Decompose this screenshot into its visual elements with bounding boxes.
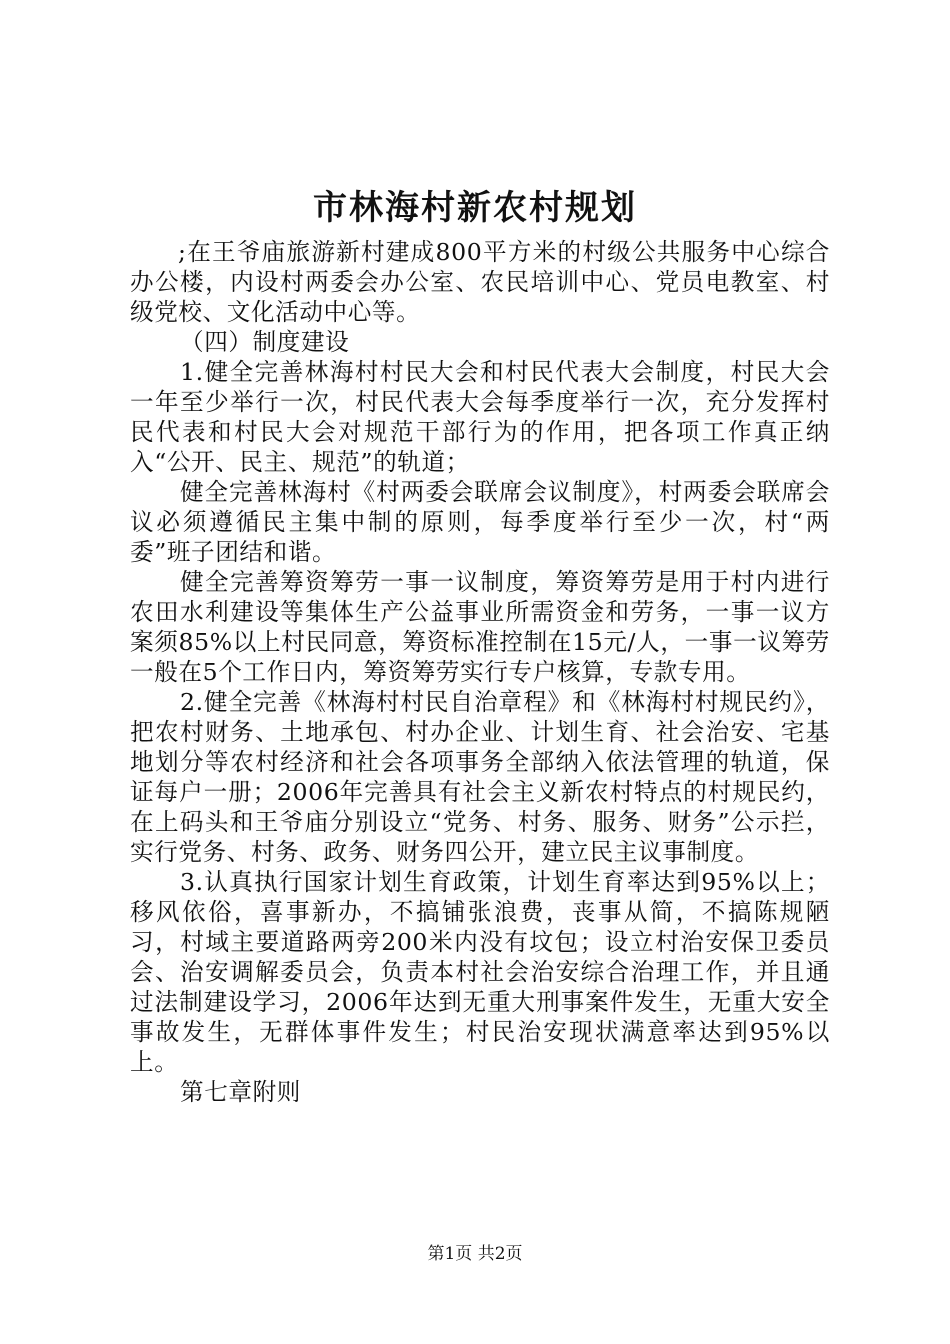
- paragraph-family-planning: 3.认真执行国家计划生育政策，计划生育率达到95%以上；移风依俗，喜事新办，不搞铺张浪费，丧事从简，不搞陈规陋习，村域主要道路两旁200米内没有坟包；设立村治安保卫委员会、治安调解委员会，负责本村社会治安综合治理工作，并且通过法制建设学习，2006年达到无重大刑事案件发生，无重大安全事故发生，无群体事件发生；村民治安现状满意率达到95%以上。: [130, 868, 830, 1076]
- paragraph-villager-assembly: 1.健全完善林海村村民大会和村民代表大会制度，村民大会一年至少举行一次，村民代表大会每季度举行一次，充分发挥村民代表和村民大会对规范干部行为的作用，把各项工作真正纳入“公开、民主、规范”的轨道；: [130, 358, 830, 476]
- section-heading-system-building: （四）制度建设: [180, 328, 350, 356]
- document-body: [130, 237, 830, 1107]
- page-number-footer: 第1页 共2页: [427, 1244, 523, 1264]
- paragraph-fundraising: 健全完善筹资筹劳一事一议制度，筹资筹劳是用于村内进行农田水利建设等集体生产公益事业所需资金和劳务，一事一议方案须85%以上村民同意，筹资标准控制在15元/人，一事一议筹劳一般在5个工作日内，筹资筹劳实行专户核算，专款专用。: [130, 568, 830, 686]
- document-title: 市林海村新农村规划: [313, 188, 637, 228]
- paragraph-self-governance: 2.健全完善《林海村村民自治章程》和《林海村村规民约》，把农村财务、土地承包、村办企业、计划生育、社会治安、宅基地划分等农村经济和社会各项事务全部纳入依法管理的轨道，保证每户一册；2006年完善具有社会主义新农村特点的村规民约，在上码头和王爷庙分别设立“党务、村务、服务、财务”公示拦，实行党务、村务、政务、财务四公开，建立民主议事制度。: [130, 688, 830, 866]
- chapter-heading-appendix: 第七章附则: [180, 1078, 301, 1106]
- paragraph-service-center: ;在王爷庙旅游新村建成800平方米的村级公共服务中心综合办公楼，内设村两委会办公室、农民培训中心、党员电教室、村级党校、文化活动中心等。: [130, 238, 830, 326]
- paragraph-joint-meeting: 健全完善林海村《村两委会联席会议制度》，村两委会联席会议必须遵循民主集中制的原则，每季度举行至少一次，村“两委”班子团结和谐。: [130, 478, 830, 566]
